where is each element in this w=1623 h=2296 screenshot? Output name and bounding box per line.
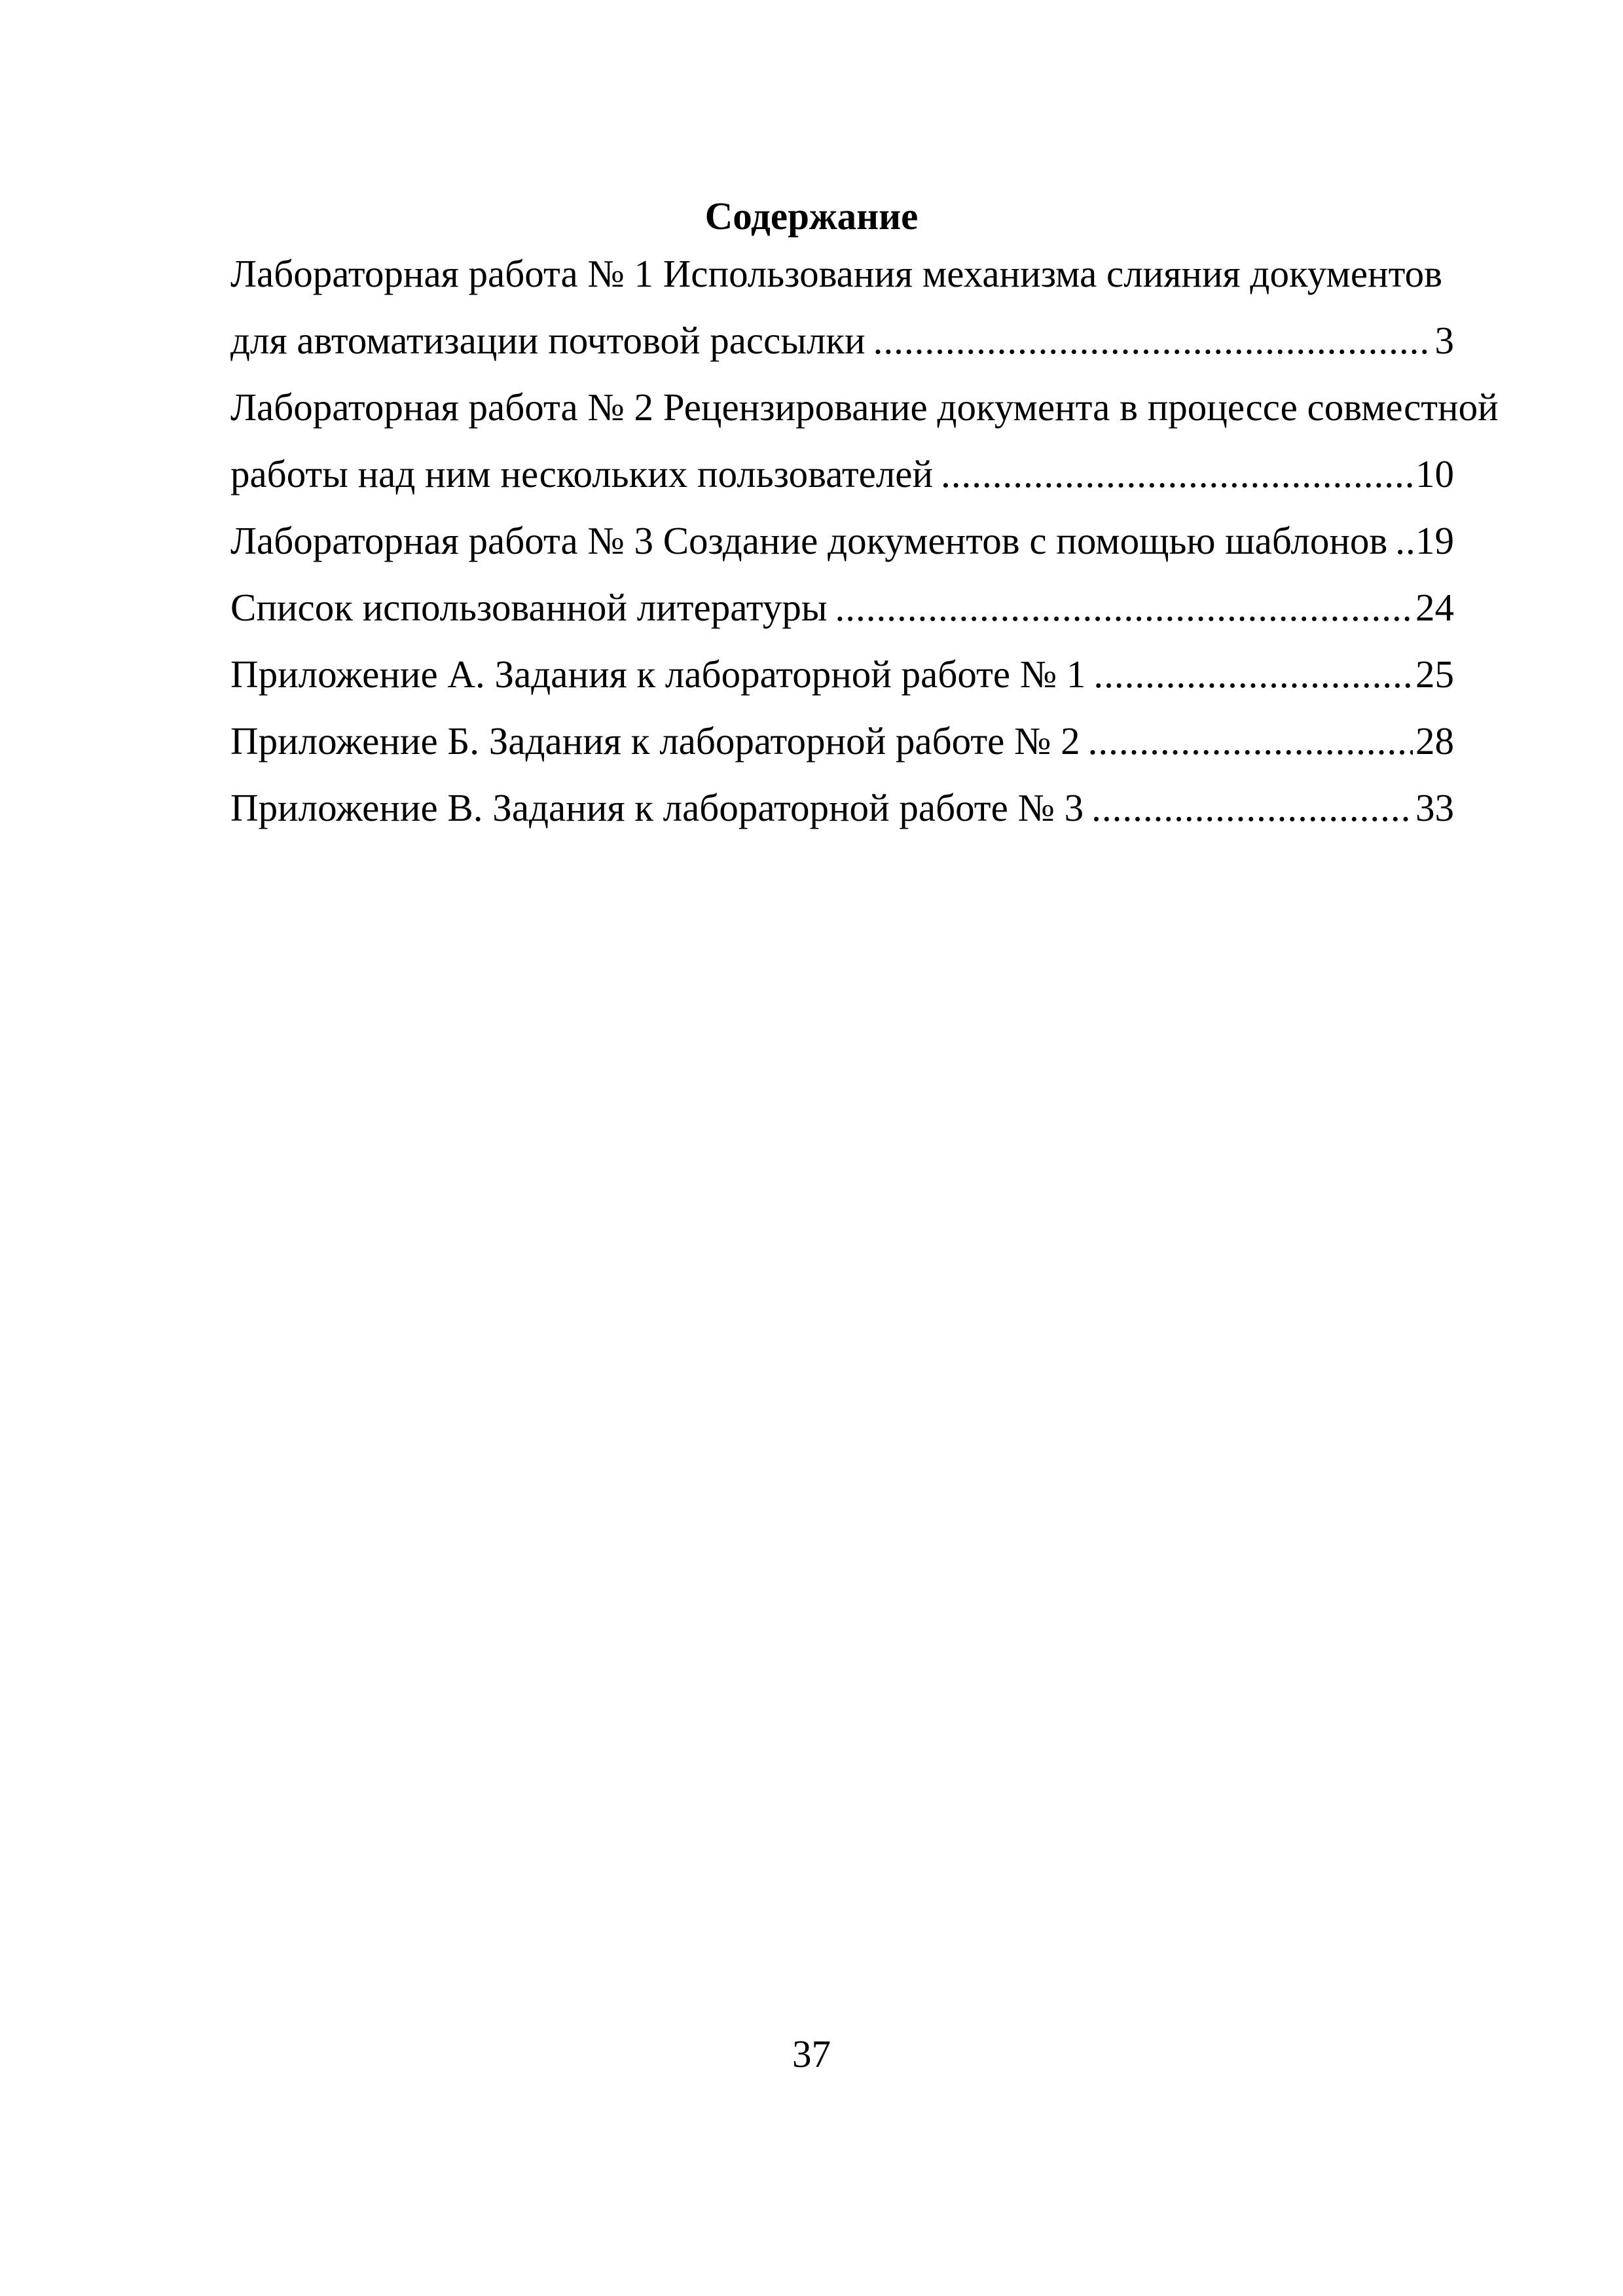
toc-leader-dots bbox=[1395, 514, 1413, 567]
toc-entry-page: 10 bbox=[1415, 452, 1454, 495]
toc-leader-dots bbox=[1091, 781, 1413, 834]
toc-leader-dots bbox=[835, 581, 1413, 634]
toc-leader-dots bbox=[873, 314, 1432, 367]
toc-entry-page: 24 bbox=[1415, 586, 1454, 629]
toc-entry-text: Приложение Б. Задания к лабораторной работе № 2 bbox=[230, 719, 1080, 762]
toc-entry bbox=[230, 381, 1499, 500]
toc-title: Содержание bbox=[704, 194, 919, 238]
toc-entry-text: Приложение А. Задания к лабораторной работе № 1 bbox=[230, 653, 1086, 696]
toc-entry-page: 25 bbox=[1415, 653, 1454, 696]
toc-leader-dots bbox=[941, 448, 1413, 500]
toc-entry-text: Приложение В. Задания к лабораторной работе № 3 bbox=[230, 786, 1084, 829]
toc-entry-text: Лабораторная работа № 3 Создание документов с помощью шаблонов bbox=[230, 519, 1388, 562]
toc-entry-line bbox=[230, 581, 1454, 634]
toc-entry-line bbox=[230, 314, 1454, 367]
toc-entry-page: 33 bbox=[1415, 786, 1454, 829]
toc-entry-page: 3 bbox=[1434, 319, 1454, 362]
toc-entry-page: 19 bbox=[1415, 519, 1454, 562]
toc-entry bbox=[230, 581, 1454, 634]
toc-entry-line bbox=[230, 781, 1454, 834]
toc-entry-text: для автоматизации почтовой рассылки bbox=[230, 319, 866, 362]
toc-entry-line bbox=[230, 648, 1454, 700]
table-of-contents bbox=[230, 247, 1499, 848]
toc-leader-dots bbox=[1093, 648, 1413, 700]
toc-entry-page: 28 bbox=[1415, 719, 1454, 762]
toc-entry-line bbox=[230, 715, 1454, 767]
toc-entry bbox=[230, 514, 1454, 567]
toc-entry-line bbox=[230, 448, 1454, 500]
toc-entry bbox=[230, 715, 1454, 767]
toc-entry bbox=[230, 247, 1454, 367]
toc-leader-dots bbox=[1088, 715, 1413, 767]
toc-entry-first-line: Лабораторная работа № 2 Рецензирование документа в процессе совместной bbox=[230, 386, 1499, 429]
toc-entry bbox=[230, 781, 1454, 834]
toc-entry-line bbox=[230, 514, 1454, 567]
page-number: 37 bbox=[792, 2032, 831, 2075]
toc-entry-text: Список использованной литературы bbox=[230, 586, 828, 629]
toc-entry-first-line: Лабораторная работа № 1 Использования механизма слияния документов bbox=[230, 252, 1442, 295]
toc-entry bbox=[230, 648, 1454, 700]
toc-entry-text: работы над ним нескольких пользователей bbox=[230, 452, 934, 495]
